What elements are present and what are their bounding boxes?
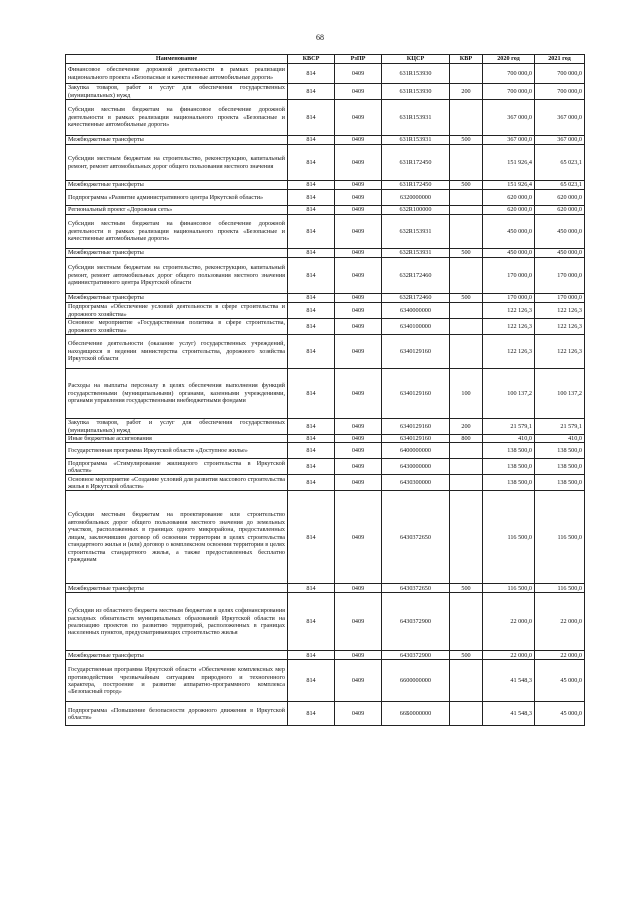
- cell-y2020: 122 126,3: [483, 335, 535, 369]
- cell-kvr: [450, 303, 483, 319]
- cell-y2021: 65 023,1: [535, 181, 585, 190]
- cell-kvsr: 814: [288, 215, 335, 249]
- cell-y2020: 22 000,0: [483, 593, 535, 651]
- table-row: [66, 190, 585, 206]
- cell-name: Подпрограмма «Обеспечение условий деятельности в сфере строительства и дорожного хозяйства»: [66, 303, 288, 319]
- column-header-name: Наименование: [66, 55, 288, 64]
- cell-kvsr: 814: [288, 491, 335, 584]
- cell-y2021: 450 000,0: [535, 215, 585, 249]
- cell-kvsr: 814: [288, 84, 335, 100]
- cell-kcsr: 6340129160: [382, 419, 450, 435]
- table-row: [66, 475, 585, 491]
- cell-kcsr: 66Б0000000: [382, 702, 450, 726]
- cell-name: Региональный проект «Дорожная сеть»: [66, 206, 288, 215]
- cell-y2021: 21 579,1: [535, 419, 585, 435]
- cell-kvsr: 814: [288, 100, 335, 136]
- cell-kvsr: 814: [288, 206, 335, 215]
- table-row: [66, 215, 585, 249]
- cell-name: Межбюджетные трансферты: [66, 181, 288, 190]
- cell-rzpr: 0409: [335, 64, 382, 84]
- table-row: [66, 435, 585, 443]
- cell-kvr: [450, 491, 483, 584]
- cell-kcsr: 6340129160: [382, 369, 450, 419]
- cell-kvsr: 814: [288, 651, 335, 660]
- cell-kvsr: 814: [288, 190, 335, 206]
- table-row: [66, 303, 585, 319]
- table-row: [66, 64, 585, 84]
- table-row: [66, 335, 585, 369]
- cell-rzpr: 0409: [335, 475, 382, 491]
- cell-kvr: 500: [450, 136, 483, 145]
- cell-kvr: 500: [450, 584, 483, 593]
- budget-table: [65, 54, 585, 726]
- cell-name: Государственная программа Иркутской области «Доступное жилье»: [66, 443, 288, 459]
- cell-name: Основное мероприятие «Создание условий для развития массового строительства жилья в Иркутской области»: [66, 475, 288, 491]
- table-row: [66, 294, 585, 303]
- cell-rzpr: 0409: [335, 249, 382, 258]
- cell-rzpr: 0409: [335, 190, 382, 206]
- table-row: [66, 491, 585, 584]
- cell-kcsr: 631R153931: [382, 100, 450, 136]
- cell-name: Подпрограмма «Повышение безопасности дорожного движения в Иркутской области»: [66, 702, 288, 726]
- cell-rzpr: 0409: [335, 181, 382, 190]
- table-row: [66, 319, 585, 335]
- cell-name: Межбюджетные трансферты: [66, 249, 288, 258]
- cell-kcsr: 6430372900: [382, 593, 450, 651]
- cell-y2021: 138 500,0: [535, 475, 585, 491]
- cell-y2021: 367 000,0: [535, 136, 585, 145]
- cell-y2021: 22 000,0: [535, 651, 585, 660]
- cell-rzpr: 0409: [335, 584, 382, 593]
- cell-kvr: [450, 215, 483, 249]
- cell-name: Субсидии местным бюджетам на строительство, реконструкцию, капитальный ремонт, ремонт автомобильных дорог общего пользования местного значения: [66, 145, 288, 181]
- cell-y2021: 170 000,0: [535, 294, 585, 303]
- cell-kvsr: 814: [288, 593, 335, 651]
- cell-y2020: 151 926,4: [483, 145, 535, 181]
- cell-name: Субсидии местным бюджетам на финансовое обеспечение дорожной деятельности в рамках реализации национального проекта «Безопасные и качественные автомобильные дороги»: [66, 100, 288, 136]
- cell-kcsr: 6320000000: [382, 190, 450, 206]
- cell-kcsr: 6400000000: [382, 443, 450, 459]
- cell-rzpr: 0409: [335, 84, 382, 100]
- cell-name: Закупка товаров, работ и услуг для обеспечения государственных (муниципальных) нужд: [66, 84, 288, 100]
- cell-rzpr: 0409: [335, 294, 382, 303]
- cell-y2021: 122 126,3: [535, 303, 585, 319]
- cell-name: Государственная программа Иркутской области «Обеспечение комплексных мер противодействия чрезвычайным ситуациям природного и техногенного характера, построение и развитие аппаратно-программного комплекса «Безопасный город»: [66, 660, 288, 702]
- cell-kvr: [450, 258, 483, 294]
- column-header-kvsr: КВСР: [288, 55, 335, 64]
- table-row: [66, 584, 585, 593]
- cell-kcsr: 6340129160: [382, 435, 450, 443]
- table-row: [66, 100, 585, 136]
- table-row: [66, 136, 585, 145]
- cell-y2020: 41 548,3: [483, 702, 535, 726]
- cell-kvsr: 814: [288, 419, 335, 435]
- cell-y2020: 22 000,0: [483, 651, 535, 660]
- cell-y2021: 122 126,3: [535, 335, 585, 369]
- cell-rzpr: 0409: [335, 206, 382, 215]
- cell-y2021: 620 000,0: [535, 190, 585, 206]
- cell-name: Расходы на выплаты персоналу в целях обеспечения выполнения функций государственными (муниципальными) органами, казенными учреждениями, органами управления государственными внебюджетными фондами: [66, 369, 288, 419]
- cell-y2020: 170 000,0: [483, 258, 535, 294]
- cell-rzpr: 0409: [335, 651, 382, 660]
- cell-kvr: [450, 145, 483, 181]
- cell-kcsr: 631R153931: [382, 136, 450, 145]
- cell-y2020: 21 579,1: [483, 419, 535, 435]
- cell-kvsr: 814: [288, 181, 335, 190]
- cell-kvr: 500: [450, 294, 483, 303]
- cell-name: Субсидии из областного бюджета местным бюджетам в целях софинансирования расходных обязательств муниципальных образований Иркутской области на реализацию проектов по развитию территорий, расположенных в границах населенных пунктов, предусматривающих строительство жилья: [66, 593, 288, 651]
- cell-y2021: 367 000,0: [535, 100, 585, 136]
- cell-rzpr: 0409: [335, 443, 382, 459]
- cell-name: Подпрограмма «Стимулирование жилищного строительства в Иркутской области»: [66, 459, 288, 475]
- cell-kvsr: 814: [288, 294, 335, 303]
- cell-rzpr: 0409: [335, 303, 382, 319]
- cell-kcsr: 632R153931: [382, 249, 450, 258]
- cell-rzpr: 0409: [335, 491, 382, 584]
- cell-kcsr: 632R172460: [382, 294, 450, 303]
- cell-rzpr: 0409: [335, 660, 382, 702]
- cell-rzpr: 0409: [335, 215, 382, 249]
- cell-y2021: 138 500,0: [535, 459, 585, 475]
- cell-rzpr: 0409: [335, 258, 382, 294]
- cell-kcsr: 632R153931: [382, 215, 450, 249]
- cell-y2021: 100 137,2: [535, 369, 585, 419]
- cell-y2021: 116 500,0: [535, 584, 585, 593]
- column-header-kcsr: КЦСР: [382, 55, 450, 64]
- table-row: [66, 419, 585, 435]
- table-row: [66, 206, 585, 215]
- cell-kvsr: 814: [288, 145, 335, 181]
- cell-y2020: 620 000,0: [483, 190, 535, 206]
- table-row: [66, 651, 585, 660]
- cell-kcsr: 6430300000: [382, 475, 450, 491]
- cell-y2021: 22 000,0: [535, 593, 585, 651]
- column-header-kvr: КВР: [450, 55, 483, 64]
- cell-kvr: [450, 593, 483, 651]
- cell-kvr: 200: [450, 419, 483, 435]
- cell-name: Субсидии местным бюджетам на финансовое обеспечение дорожной деятельности в рамках реализации национального проекта «Безопасные и качественные автомобильные дороги»: [66, 215, 288, 249]
- cell-name: Субсидии местным бюджетам на проектирование или строительство автомобильных дорог общего пользования местного значения до земельных участков, расположенных в границах одного микрорайона, предоставленных лицам, заключившим договор об освоении территории в целях строительства стандартного жилья и (или) договор о комплексном освоении территории в целях строительства стандартного жилья, а также предоставленных бесплатно гражданам: [66, 491, 288, 584]
- cell-y2020: 700 000,0: [483, 84, 535, 100]
- cell-rzpr: 0409: [335, 136, 382, 145]
- cell-kvr: [450, 64, 483, 84]
- cell-y2021: 620 000,0: [535, 206, 585, 215]
- cell-y2021: 700 000,0: [535, 64, 585, 84]
- cell-kcsr: 631R153930: [382, 64, 450, 84]
- cell-rzpr: 0409: [335, 369, 382, 419]
- cell-y2020: 116 500,0: [483, 491, 535, 584]
- cell-name: Финансовое обеспечение дорожной деятельности в рамках реализации национального проекта «Безопасные и качественные автомобильные дороги»: [66, 64, 288, 84]
- table-header-row: [66, 55, 585, 64]
- cell-y2020: 138 500,0: [483, 459, 535, 475]
- cell-kvsr: 814: [288, 435, 335, 443]
- cell-y2020: 700 000,0: [483, 64, 535, 84]
- cell-kvr: [450, 475, 483, 491]
- cell-rzpr: 0409: [335, 319, 382, 335]
- table-row: [66, 459, 585, 475]
- cell-y2020: 367 000,0: [483, 136, 535, 145]
- table-row: [66, 593, 585, 651]
- cell-name: Подпрограмма «Развитие административного центра Иркутской области»: [66, 190, 288, 206]
- cell-name: Межбюджетные трансферты: [66, 584, 288, 593]
- cell-kvr: [450, 100, 483, 136]
- table-row: [66, 443, 585, 459]
- cell-kvsr: 814: [288, 249, 335, 258]
- cell-kvsr: 814: [288, 459, 335, 475]
- cell-kvsr: 814: [288, 475, 335, 491]
- cell-y2020: 100 137,2: [483, 369, 535, 419]
- cell-kvsr: 814: [288, 136, 335, 145]
- cell-kcsr: 6430000000: [382, 459, 450, 475]
- table-row: [66, 660, 585, 702]
- cell-y2021: 170 000,0: [535, 258, 585, 294]
- cell-kvr: [450, 206, 483, 215]
- cell-rzpr: 0409: [335, 145, 382, 181]
- cell-rzpr: 0409: [335, 419, 382, 435]
- cell-kvsr: 814: [288, 319, 335, 335]
- cell-y2020: 122 126,3: [483, 319, 535, 335]
- table-row: [66, 702, 585, 726]
- cell-kvr: 200: [450, 84, 483, 100]
- column-header-2021: 2021 год: [535, 55, 585, 64]
- cell-kvr: 500: [450, 651, 483, 660]
- cell-y2021: 45 000,0: [535, 660, 585, 702]
- cell-name: Межбюджетные трансферты: [66, 651, 288, 660]
- cell-kvr: [450, 443, 483, 459]
- cell-kvr: [450, 319, 483, 335]
- cell-y2021: 700 000,0: [535, 84, 585, 100]
- cell-y2020: 138 500,0: [483, 443, 535, 459]
- cell-name: Основное мероприятие «Государственная политика в сфере строительства, дорожного хозяйства»: [66, 319, 288, 335]
- cell-rzpr: 0409: [335, 335, 382, 369]
- cell-y2020: 450 000,0: [483, 215, 535, 249]
- cell-name: Субсидии местным бюджетам на строительство, реконструкцию, капитальный ремонт, ремонт автомобильных дорог общего пользования местного значения административного центра Иркутской области: [66, 258, 288, 294]
- cell-kvr: [450, 335, 483, 369]
- cell-kvr: [450, 190, 483, 206]
- cell-kvsr: 814: [288, 303, 335, 319]
- cell-kcsr: 631R172450: [382, 145, 450, 181]
- cell-kcsr: 6600000000: [382, 660, 450, 702]
- cell-y2021: 116 500,0: [535, 491, 585, 584]
- cell-name: Закупка товаров, работ и услуг для обеспечения государственных (муниципальных) нужд: [66, 419, 288, 435]
- table-row: [66, 369, 585, 419]
- cell-rzpr: 0409: [335, 100, 382, 136]
- cell-kcsr: 6430372650: [382, 584, 450, 593]
- cell-y2021: 410,0: [535, 435, 585, 443]
- cell-y2020: 122 126,3: [483, 303, 535, 319]
- cell-y2020: 410,0: [483, 435, 535, 443]
- cell-name: Иные бюджетные ассигнования: [66, 435, 288, 443]
- cell-kvr: 500: [450, 181, 483, 190]
- cell-y2020: 41 548,3: [483, 660, 535, 702]
- cell-rzpr: 0409: [335, 435, 382, 443]
- cell-kcsr: 6430372900: [382, 651, 450, 660]
- cell-kcsr: 631R153930: [382, 84, 450, 100]
- cell-y2020: 450 000,0: [483, 249, 535, 258]
- cell-y2021: 65 023,1: [535, 145, 585, 181]
- cell-kcsr: 631R172450: [382, 181, 450, 190]
- cell-kvr: [450, 702, 483, 726]
- cell-kcsr: 6340100000: [382, 319, 450, 335]
- cell-kvsr: 814: [288, 258, 335, 294]
- table-row: [66, 181, 585, 190]
- table-row: [66, 84, 585, 100]
- cell-name: Межбюджетные трансферты: [66, 136, 288, 145]
- cell-y2020: 620 000,0: [483, 206, 535, 215]
- cell-kvsr: 814: [288, 702, 335, 726]
- cell-kcsr: 632R172460: [382, 258, 450, 294]
- cell-kvsr: 814: [288, 369, 335, 419]
- cell-kvsr: 814: [288, 584, 335, 593]
- cell-y2021: 45 000,0: [535, 702, 585, 726]
- cell-kvr: 100: [450, 369, 483, 419]
- column-header-rzpr: РзПР: [335, 55, 382, 64]
- cell-kvr: 500: [450, 249, 483, 258]
- page-number: 68: [316, 33, 324, 42]
- cell-kvsr: 814: [288, 335, 335, 369]
- cell-y2021: 122 126,3: [535, 319, 585, 335]
- cell-kcsr: 6430372650: [382, 491, 450, 584]
- cell-y2021: 450 000,0: [535, 249, 585, 258]
- cell-rzpr: 0409: [335, 593, 382, 651]
- cell-name: Межбюджетные трансферты: [66, 294, 288, 303]
- cell-kvsr: 814: [288, 443, 335, 459]
- cell-kvsr: 814: [288, 660, 335, 702]
- cell-rzpr: 0409: [335, 702, 382, 726]
- column-header-2020: 2020 год: [483, 55, 535, 64]
- cell-name: Обеспечение деятельности (оказание услуг) государственных учреждений, находящихся в ведении министерства строительства, дорожного хозяйства Иркутской области: [66, 335, 288, 369]
- cell-rzpr: 0409: [335, 459, 382, 475]
- cell-y2020: 170 000,0: [483, 294, 535, 303]
- cell-kvr: 800: [450, 435, 483, 443]
- cell-kvr: [450, 459, 483, 475]
- cell-y2020: 367 000,0: [483, 100, 535, 136]
- cell-kvsr: 814: [288, 64, 335, 84]
- cell-kcsr: 6340000000: [382, 303, 450, 319]
- cell-kvr: [450, 660, 483, 702]
- cell-y2020: 138 500,0: [483, 475, 535, 491]
- cell-y2020: 151 926,4: [483, 181, 535, 190]
- cell-kcsr: 6340129160: [382, 335, 450, 369]
- cell-y2021: 138 500,0: [535, 443, 585, 459]
- cell-kcsr: 632R100000: [382, 206, 450, 215]
- table-row: [66, 145, 585, 181]
- cell-y2020: 116 500,0: [483, 584, 535, 593]
- table-row: [66, 258, 585, 294]
- table-row: [66, 249, 585, 258]
